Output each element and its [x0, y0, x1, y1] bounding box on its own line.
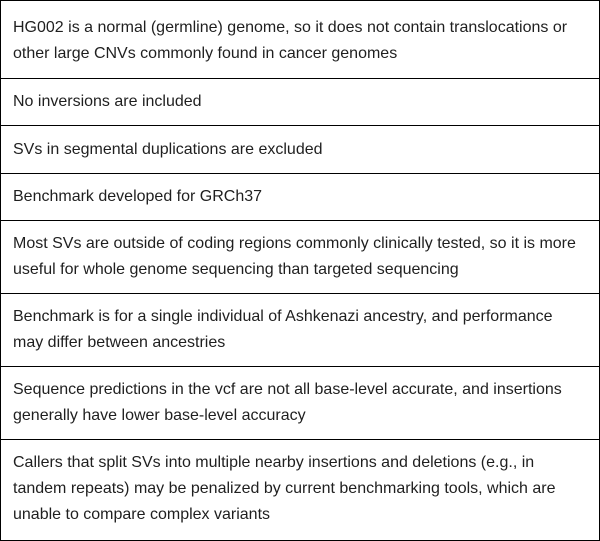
table-row — [1, 294, 599, 367]
table-cell-text: SVs in segmental duplications are excluded — [13, 140, 323, 158]
table-row — [1, 174, 599, 221]
table-row — [1, 221, 599, 294]
table-cell-text: Sequence predictions in the vcf are not all base-level accurate, and insertions generally have lower base-level accuracy — [13, 381, 562, 424]
table-row — [1, 1, 599, 79]
table-cell-text: No inversions are included — [13, 93, 202, 110]
table-cell-text: Most SVs are outside of coding regions commonly clinically tested, so it is more useful for whole genome sequencing than targeted sequencing — [13, 235, 576, 278]
table-cell-text: Callers that split SVs into multiple nearby insertions and deletions (e.g., in tandem repeats) may be penalized by current benchmarking tools, which are unable to compare complex variants — [13, 454, 556, 523]
table-cell-text: HG002 is a normal (germline) genome, so it does not contain translocations or other large CNVs commonly found in cancer genomes — [13, 18, 568, 62]
table-row — [1, 367, 599, 440]
table-cell-text: Benchmark is for a single individual of Ashkenazi ancestry, and performance may differ between ancestries — [13, 308, 553, 351]
table-cell-text: Benchmark developed for GRCh37 — [13, 188, 263, 205]
table-row — [1, 126, 599, 174]
table-row — [1, 440, 599, 541]
table-row — [1, 79, 599, 126]
